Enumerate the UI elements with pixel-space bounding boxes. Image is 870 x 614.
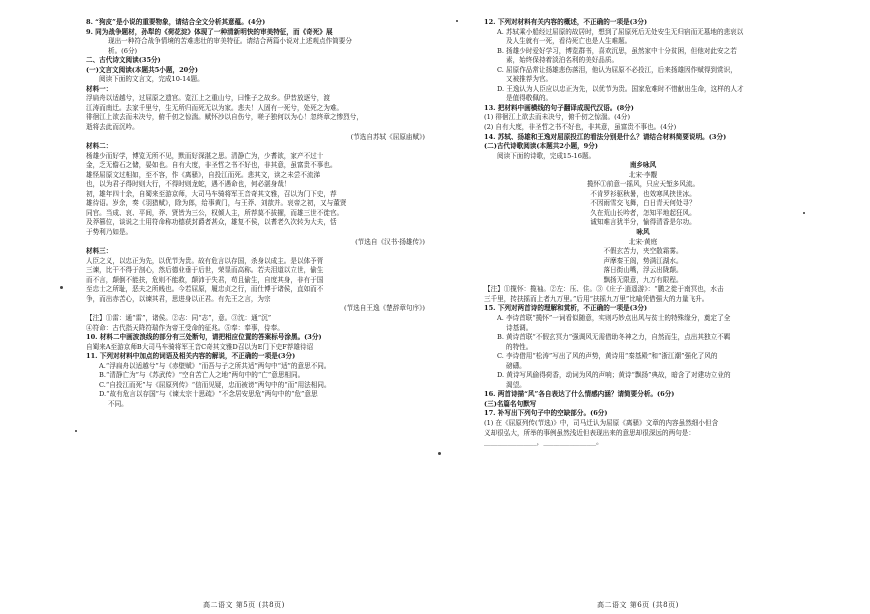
text-line: 10. 材料二中画波浪线的部分有三处断句，请把相应位置的答案标号涂黑。(3分) [86, 333, 322, 342]
text-line: 初，雄年四十余，自蜀来至游京师，大司马车骑将军王音奇其文雅，召以为门下史，荐 [86, 189, 337, 198]
text-line: D. 黄诗写风偷得荷香，动词为风的声响；黄诗“飘扬”典故，暗含了对建功立业的 [497, 371, 731, 380]
right-page [484, 18, 802, 592]
text-line: 逝将去此而沉吟。 [86, 123, 139, 132]
text-line: 也，以为君子得时则大行，不得时则龙蛇，遇不遇命也，何必湛身哉！ [86, 180, 291, 189]
text-line: 不同。 [108, 399, 128, 408]
text-line: B.“清静亡为”与《苏武传》“空自苦亡人之地”两句中的“亡”意思相同。 [99, 371, 305, 380]
text-line: (三)名篇名句默写 [484, 399, 537, 408]
text-line: 8. “狗皮”是小说的重要物象，请结合全文分析其意蕴。(4分) [86, 18, 266, 26]
scan-speck [438, 452, 441, 455]
text-line: 义却很弘大，所举的事例虽然浅近但表现出来的意思却很深远的两句是： [484, 428, 695, 437]
text-line: 16. 两首诗描“风”各自表达了什么情感内涵？请简要分析。(6分) [484, 390, 675, 399]
text-line: 雄待诏。岁余，奏《羽猎赋》，除为郎，给事黄门，与王莽、刘歆并。哀帝之初，又与董贤 [86, 199, 347, 208]
poem-line: 揽怀①前意一摇风，只应天堑多风流。 [586, 180, 700, 189]
poem-title: 咏风 [636, 228, 650, 237]
text-line: 杨雄少而好学，博览无所不见，默而好深湛之思。清静亡为，少耆欲，家产不过十 [86, 151, 324, 160]
text-line: 素，始终保持着淡泊名利的美好品质。 [506, 56, 619, 65]
text-line: 二、古代诗文阅读(35分) [86, 56, 161, 65]
text-line: (1) 徘徊江上欲去而未决兮，俯千仞之惊湍。(4分) [484, 113, 631, 122]
text-line: (节选自《汉书·扬雄传》) [355, 237, 425, 246]
text-line: A.“浮扁舟以适越兮”与《赤壁赋》“而吾与子之所共适”两句中“适”的意思不同。 [99, 361, 331, 370]
poem-line: 飘扬无限意，九万有限程。 [603, 275, 683, 284]
text-line: 金，乏无儋石之储，晏如也。自有大度，非圣哲之书不好也，非其意，虽富贵不事也。 [86, 161, 337, 170]
text-line: (二)古代诗歌阅读(本题共2小题，9分) [484, 142, 598, 151]
text-line: 浮扁舟以适越兮，过屈原之遗宫。览江上之重山兮，曰惟子之故乡。伊昔放逐兮，渡 [86, 94, 330, 103]
text-line: 诗基调。 [506, 323, 533, 332]
text-line: 是值得敬佩的。 [506, 94, 553, 103]
text-line: 于势利乃如是。 [86, 228, 133, 237]
text-line: ④符命：古代指天降符瑞作为帝王受命的征兆。⑤奉：奉事，侍奉。 [86, 323, 284, 332]
poem-title: 南乡咏风 [629, 161, 657, 170]
poem-line: 久在荒山长吟者，怎知平地起狂风。 [590, 208, 696, 217]
text-line: (一)文言文阅读(本题共5小题，20分) [86, 65, 198, 74]
text-line: 11. 下列对材料中加点的词语及相关内容的解说，不正确的一项是(3分) [86, 352, 296, 361]
scan-speck [456, 20, 458, 22]
text-line: 13. 把材料中画横线的句子翻译成现代汉语。(8分) [484, 103, 634, 112]
text-line: A. 李诗首联“揽怀”一词看似随意，实则巧妙点出风与贫士的特殊缘分，奠定了全 [497, 313, 731, 322]
text-line: C.“自投江而死”与《屈原列传》“信而见疑，忠而被谤”两句中的“而”用法相同。 [99, 380, 331, 389]
text-line: 【注】①雷：通“雷”，诸侯。②志：同“志”，意。③沈：通“沉” [86, 313, 272, 322]
scan-speck [75, 430, 77, 432]
text-line: 人臣之义，以忠正为先，以优节为贵。故有危言以存国，杀身以成主。是以体予胥 [86, 256, 324, 265]
text-line: 9. 同为战争题材，孙犁的《荷花淀》体现了一种清新明快的审美特征，而《奇死》展 [86, 27, 333, 36]
text-line: 三谏，比干不得于剖心，然后德业垂于后世，荣显而高称。若夫泪道以立世，偷生 [86, 266, 324, 275]
text-line: 三千里，抟扶摇而上者九万里。”后用“扶摇九万里”比喻凭借强大的力量飞升。 [484, 294, 709, 303]
text-line: (1) 在《屈原列传(节选)》中，司马迁认为屈原《离骚》文章的内容虽然细小但含 [484, 418, 719, 427]
poem-line: 不肯罗衫驱秋暑，也效寒风挟世冰。 [590, 189, 696, 198]
text-line: 12. 下列对材料有关内容的概述，不正确的一项是(3分) [484, 18, 648, 26]
text-line: 17. 补写出下列句子中的空缺部分。(6分) [484, 409, 608, 418]
text-line: 阅读下面的文言文，完成10-14题。 [99, 75, 204, 84]
poem-line: 诚知难言犹半分，愉得清香是尔功。 [590, 218, 696, 227]
left-page-footer: 高二语文 第5页 (共8页) [203, 601, 285, 609]
scan-speck [60, 286, 63, 289]
text-line: 材料一： [86, 84, 113, 93]
text-line: C. 屈原作品常让扬雄悲伤落泪，他认为屈原不必投江，后来扬雄因作赋得到赏识， [497, 65, 737, 74]
text-line: B. 黄诗首联“不假玄冥力”强调风无需借助冬神之力，自然而生，点出其独立不羁 [497, 333, 731, 342]
text-line: 江涛而南迁。去家千里兮，生无所归而死无以为家。悲夫！人固有一死兮，处死之为难。 [86, 103, 344, 112]
text-line: 现出一种符合战争情境的苦难悲壮的审美特征。请结合两篇小说对上述观点作简要分 [108, 37, 352, 46]
text-line: 渴望。 [506, 380, 526, 389]
text-line: 15. 下列对两首诗的理解和赏析，不正确的一项是(3分) [484, 304, 648, 313]
right-page-footer: 高二语文 第6页 (共8页) [597, 601, 679, 609]
text-line: 而不言，颠倒不能扶，危则不能救，颠沛于失君，苟且偷生，自度其身，非有于国 [86, 275, 324, 284]
text-line: 磅礴。 [506, 361, 526, 370]
text-line: 及人生就有一死，看待死亡也是人生难题。 [506, 37, 632, 46]
text-line: 析。(6分) [108, 46, 138, 55]
text-line: D.“故有危言以存国”与《谏太宗十思疏》“不念居安思危”两句中的“危”意思 [99, 390, 318, 399]
text-line: 又被推荐为官。 [506, 75, 553, 84]
text-line: B. 扬雄少时爱好学习，博览群书，喜欢沉思，虽然家中十分贫困，但他对此安之若 [497, 46, 737, 55]
text-line: 徘徊江上欲去而未决兮，俯千仞之惊湍。赋怀沙以自伤兮，嗟子独何以为心！忽终章之惨烈兮， [86, 113, 363, 122]
text-line: A. 苏轼乘小船经过屈原的故居时，想到了屈原死后无处安生无归宿而无墓地的悲哀以 [497, 27, 744, 36]
text-line: (2) 自有大度，非圣哲之书不好也，非其意，虽富贵不事也。(4分) [484, 123, 677, 132]
scan-speck [803, 212, 805, 214]
text-line: (节选自王逸《楚辞章句序》) [344, 304, 425, 313]
poem-line: 声摩秦王阁，势满江湖水。 [603, 256, 683, 265]
text-line: 雄怪屈原文过相如，至不容，作《离骚》，自投江而死。悲其文，读之未尝不流涕 [86, 170, 321, 179]
poem-line: 不因雨雪交飞舞，白日青天何处寻？ [590, 199, 696, 208]
text-line: 的特性。 [506, 342, 533, 351]
text-line: 及莽篡位，谈说之士用符命称功德获封爵者甚众，雄复不侯，以耆老久次转为大夫，恬 [86, 218, 337, 227]
text-line: C. 李诗借用“松涛”写出了风的声势，黄诗用“秦基殿”和“浙江潮”强化了风的 [497, 352, 718, 361]
poem-author: 北宋·李觏 [628, 170, 658, 179]
text-line: (节选自苏轼《屈原庙赋》) [350, 132, 425, 141]
text-line: 争，而出赤苦心，以谏其君，思进身以正君。有先王之言，为宗 [86, 294, 271, 303]
poem-line: 落日街山嘴，浮云出陇颠。 [603, 266, 683, 275]
poem-author: 北宋·黄庭 [628, 237, 658, 246]
text-line: 材料二： [86, 142, 113, 151]
text-line: 同官。当成、哀、平间，莽、贤皆为三公，权倾人主，所荐莫不拔擢，而雄三世不徙官。 [86, 208, 344, 217]
text-line: 自蜀来A至游京师B大司马车骑将军王音C奇其文雅D召以为E门下史F荐雄待诏 [86, 342, 314, 351]
text-line: 14. 苏轼、扬雄和王逸对屈原投江的看法分别是什么？请结合材料简要说明。(3分) [484, 132, 727, 141]
text-line: ________________，________________。 [484, 438, 603, 447]
text-line: 至忠士之所耻，恶夫之所贱也。今若屈原，履忠贞之行，而仕博于诸侯，直如而不 [86, 285, 324, 294]
poem1-block [484, 161, 802, 228]
left-page [86, 18, 431, 592]
text-line: 【注】①揽怀：揽袖。②左：压、住。③《庄子·逍遥游》：“鹏之徙于南冥也，水击 [484, 285, 724, 294]
text-line: 材料三： [86, 247, 113, 256]
poem2-block [484, 228, 802, 285]
poem-line: 不假玄苦力，夹空散霜雾。 [603, 247, 683, 256]
text-line: D. 王逸认为人臣应以忠正为先，以优节为贵。国家危难时不惜献出生命，这样的人才 [497, 84, 744, 93]
text-line: 阅读下面的诗歌，完成15-16题。 [497, 151, 596, 160]
